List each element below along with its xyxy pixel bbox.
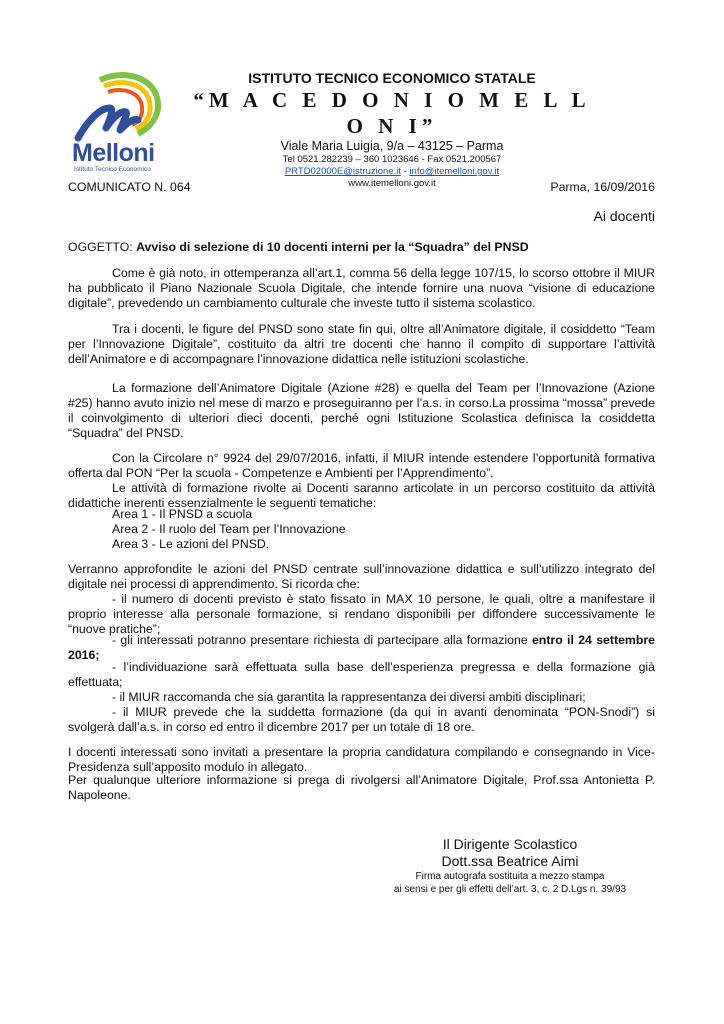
paragraph-2: Tra i docenti, le figure del PNSD sono state fin qui, oltre all’Animatore digitale, il cosiddetto “Team per l’Innovazione Digitale”, costituito da altri tre docenti che hanno il compito di supportare l’attività dell’Animatore e di accompagnare l’innovazione didattica nelle istituzioni scolastiche. xyxy=(68,322,655,366)
paragraph-6: Verranno approfondite le azioni del PNSD centrate sull’innovazione didattica e sull’utilizzo integrato del digitale nei processi di apprendimento. Si ricorda che: xyxy=(68,562,655,591)
recipient-row xyxy=(68,209,655,227)
place-date: Parma, 16/09/2016 xyxy=(550,180,655,194)
area-item: Area 2 - Il ruolo del Team per l’Innovazione xyxy=(112,522,346,536)
signature-note-2: ai sensi e per gli effetti dell’art. 3, c. 2 D.Lgs n. 39/93 xyxy=(393,884,627,895)
paragraph-5: Le attività di formazione rivolte ai Docenti saranno articolate in un percorso costituito da attività didattiche inerenti essenzialmente le seguenti tematiche: xyxy=(68,481,655,510)
letterhead xyxy=(180,70,604,190)
bullet-4: - il MIUR raccomanda che sia garantita la rappresentanza dei diversi ambiti disciplinari; xyxy=(112,690,586,704)
signature-block xyxy=(360,836,660,896)
school-emails xyxy=(180,166,604,178)
area-item: Area 3 - Le azioni del PNSD. xyxy=(112,537,270,551)
signature-role: Il Dirigente Scolastico xyxy=(442,836,578,852)
bullet-2 xyxy=(68,633,655,663)
bullet-3: - l’individuazione sarà effettuata sulla base dell’esperienza pregressa e della formazione già effettuata; xyxy=(68,660,655,689)
paragraph-3: La formazione dell’Animatore Digitale (Azione #28) e quella del Team per l’Innovazione (Azione #25) hanno avuto inizio nel mese di marzo e proseguiranno per l’a.s. in corso.La prossima “mossa” prevede il coinvolgimento di ulteriori dieci docenti, perché ogni Istituzione Scolastica definisca la cosiddetta “Squadra” del PNSD. xyxy=(68,381,655,440)
subject-line xyxy=(68,240,655,255)
email-pec-link[interactable]: PRTD02000E@istruzione.it xyxy=(284,166,401,177)
paragraph-4: Con la Circolare n° 9924 del 29/07/2016, infatti, il MIUR intende estendere l’opportunità formativa offerta dal PON “Per la scuola - Competenze e Ambienti per l’Apprendimento”. xyxy=(68,451,655,480)
school-logo xyxy=(70,68,165,173)
subject-text: Avviso di selezione di 10 docenti interni per la “Squadra” del PNSD xyxy=(136,240,529,254)
areas-list xyxy=(68,507,655,552)
bullet-2-text: - gli interessati potranno presentare richiesta di partecipare alla formazione xyxy=(112,633,532,647)
meta-row xyxy=(68,180,655,196)
school-name: “M A C E D O N I O M E L L O N I” xyxy=(193,88,591,138)
signature-note-1: Firma autografa sostituita a mezzo stampa xyxy=(415,871,605,882)
paragraph-7: I docenti interessati sono invitati a presentare la propria candidatura compilando e consegnando in Vice-Presidenza sull’apposito modulo in allegato. xyxy=(68,745,655,774)
subject-label: OGGETTO: xyxy=(68,240,137,254)
school-phone: Tel 0521.282239 – 360 1023646 - Fax 0521.200567 xyxy=(282,154,502,165)
paragraph-8: Per qualunque ulteriore informazione si prega di rivolgersi all’Animatore Digitale, Prof.ssa Antonietta P. Napoleone. xyxy=(68,773,655,802)
school-type: ISTITUTO TECNICO ECONOMICO STATALE xyxy=(248,70,536,86)
bullet-5: - il MIUR prevede che la suddetta formazione (da qui in avanti denominata “PON-Snodi”) si svolgerà dall’a.s. in corso ed entro il dicembre 2017 per un totale di 18 ore. xyxy=(68,705,655,734)
recipient: Ai docenti xyxy=(593,208,655,224)
signature-name: Dott.ssa Beatrice Aimi xyxy=(441,853,579,869)
logo-name: Melloni xyxy=(72,139,155,167)
school-website: www.itemelloni.gov.it xyxy=(348,178,436,189)
logo-subtitle: Istituto Tecnico Economico xyxy=(74,166,151,173)
comunicato-number: COMUNICATO N. 064 xyxy=(68,180,191,194)
school-address: Viale Maria Luigia, 9/a – 43125 – Parma xyxy=(280,139,504,153)
area-item: Area 1 - Il PNSD a scuola xyxy=(112,507,253,521)
paragraph-1: Come è già noto, in ottemperanza all’art.1, comma 56 della legge 107/15, lo scorso ottobre il MIUR ha pubblicato il Piano Nazionale Scuola Digitale, che intende fornire una nuova “visione di educazione digitale”, prevedendo un cambiamento culturale che investe tutto il sistema scolastico. xyxy=(68,266,655,310)
email-info-link[interactable]: info@itemelloni.gov.it xyxy=(409,166,500,177)
email-separator: - xyxy=(400,166,410,177)
bullet-1: - il numero di docenti previsto è stato fissato in MAX 10 persone, le quali, oltre a manifestare il proprio interesse alla personale formazione, si rendano disponibili per diffondere successivamente le “nuove pratiche”; xyxy=(68,592,655,636)
bullet-2-deadline: entro il 24 settembre 2016; xyxy=(68,633,655,662)
